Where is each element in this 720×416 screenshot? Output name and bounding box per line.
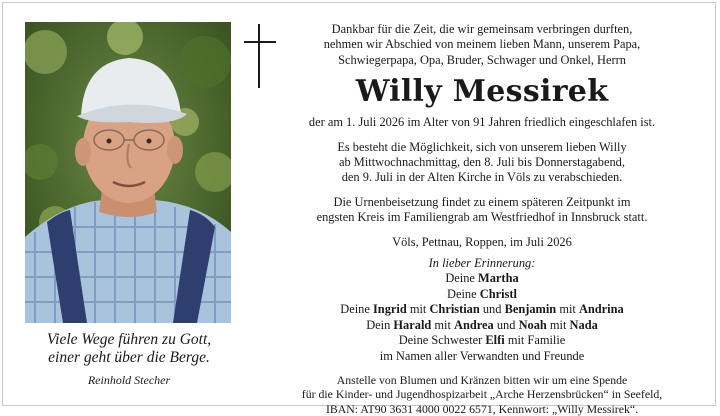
quote-author: Reinhold Stecher bbox=[87, 373, 171, 387]
intro-line: nehmen wir Abschied von meinem lieben Mann, unserem Papa, bbox=[323, 37, 641, 52]
donation-line: IBAN: AT90 3631 4000 0022 6571, Kennwort: „Willy Messirek“. bbox=[325, 401, 639, 416]
quote-line: einer geht über die Berge. bbox=[48, 349, 210, 366]
donation-line: Anstelle von Blumen und Kränzen bitten wir um eine Spende bbox=[336, 372, 628, 387]
intro-line: Dankbar für die Zeit, die wir gemeinsam verbringen durften, bbox=[331, 22, 633, 36]
family-line: Dein Harald mit Andrea und Noah mit Nada bbox=[366, 317, 598, 332]
portrait-photo bbox=[25, 22, 231, 323]
obituary-text bbox=[282, 22, 682, 416]
place-date: Völs, Pettnau, Roppen, im Juli 2026 bbox=[392, 234, 572, 249]
urn-line: engsten Kreis im Familiengrab am Westfriedhof in Innsbruck statt. bbox=[316, 210, 648, 225]
family-line: Deine Ingrid mit Christian und Benjamin mit Andrina bbox=[340, 302, 624, 317]
quote-line: Viele Wege führen zu Gott, bbox=[46, 331, 212, 348]
family-line: Deine Martha bbox=[445, 271, 519, 286]
remembrance-heading: In lieber Erinnerung: bbox=[428, 256, 536, 271]
family-line: Deine Schwester Elfi mit Familie bbox=[398, 333, 566, 348]
cross-icon bbox=[244, 24, 276, 88]
farewell-line: Es besteht die Möglichkeit, sich von unserem lieben Willy bbox=[337, 139, 627, 154]
family-line: Deine Christl bbox=[447, 286, 517, 301]
deceased-name: Willy Messirek bbox=[355, 74, 609, 110]
family-others: im Namen aller Verwandten und Freunde bbox=[379, 348, 585, 363]
farewell-line: den 9. Juli in der Alten Kirche in Völs zu verabschieden. bbox=[341, 170, 623, 185]
intro-line: Schwiegerpapa, Opa, Bruder, Schwager und Onkel, Herrn bbox=[338, 52, 626, 67]
death-line: der am 1. Juli 2026 im Alter von 91 Jahren friedlich eingeschlafen ist. bbox=[308, 115, 656, 130]
urn-line: Die Urnenbeisetzung findet zu einem späteren Zeitpunkt im bbox=[333, 194, 631, 209]
quote bbox=[14, 331, 244, 367]
donation-line: für die Kinder- und Jugendhospizarbeit „Arche Herzensbrücken“ in Seefeld, bbox=[301, 387, 663, 402]
farewell-line: ab Mittwochnachmittag, den 8. Juli bis Donnerstagabend, bbox=[339, 155, 625, 170]
